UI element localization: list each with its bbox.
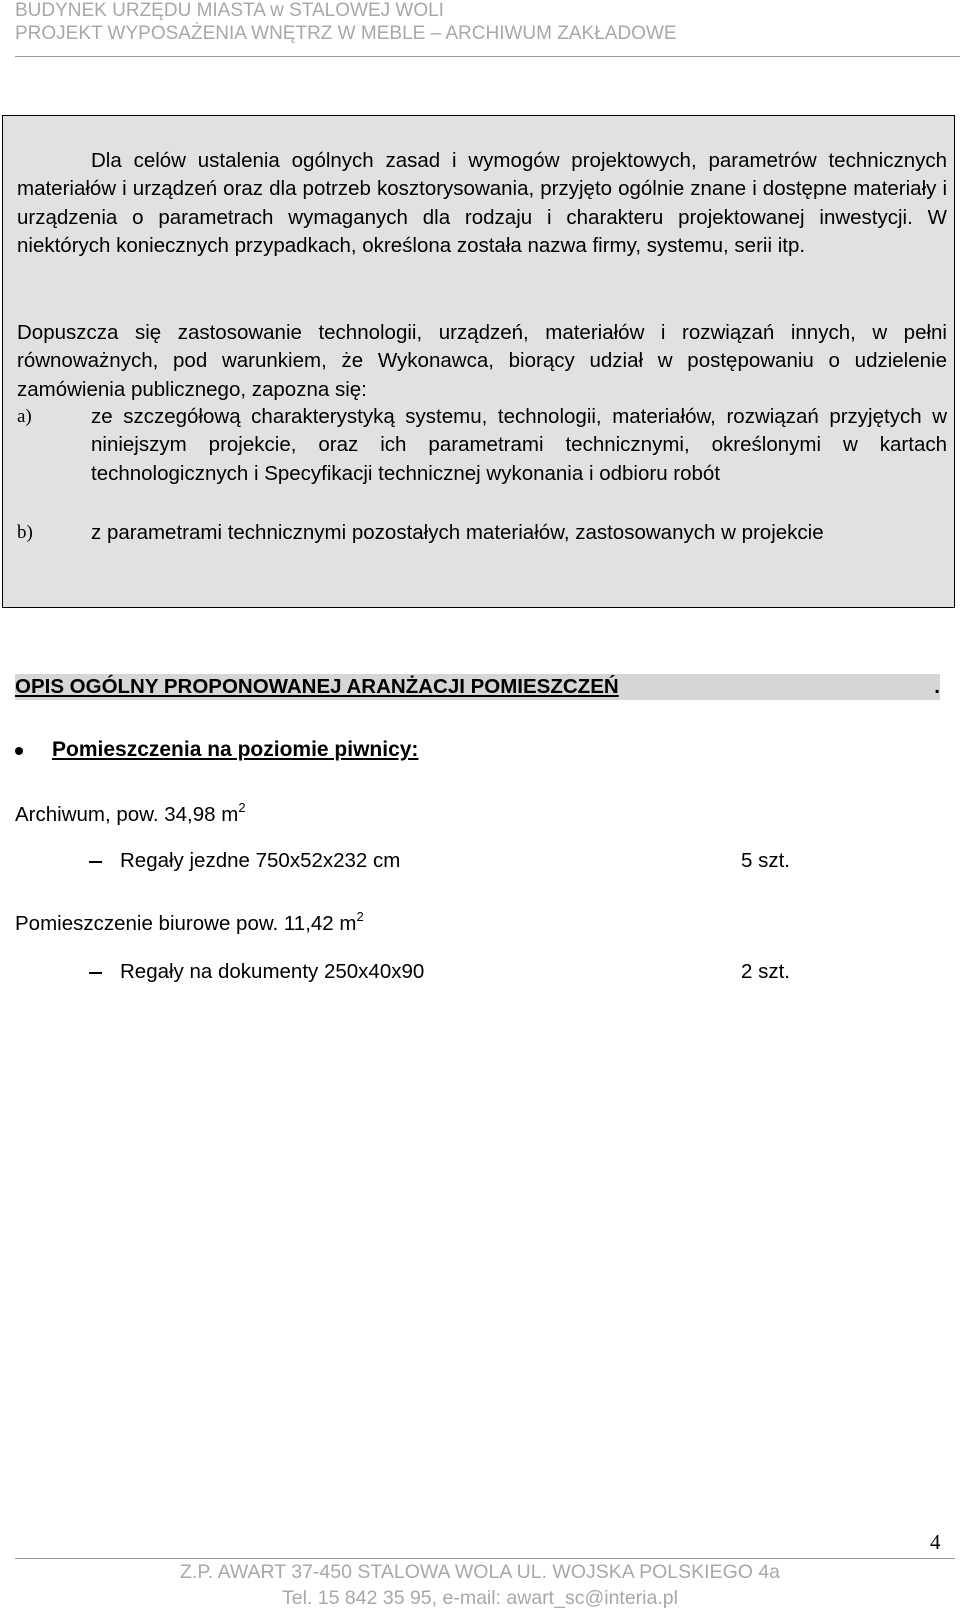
page-header — [15, 0, 960, 57]
equipment-row — [0, 848, 960, 874]
equipment-row — [0, 959, 960, 985]
level-heading-label: Pomieszczenia na poziomie piwnicy: — [52, 738, 419, 761]
dash-icon — [89, 861, 102, 863]
page-number: 4 — [930, 1530, 941, 1554]
item-text: z parametrami technicznymi pozostałych materiałów, zastosowanych w projekcie — [91, 521, 824, 544]
room-area-unit-superscript: 2 — [356, 909, 364, 924]
notice-item-b — [17, 519, 947, 547]
header-building-title: BUDYNEK URZĘDU MIASTA w STALOWEJ WOLI — [15, 0, 444, 21]
room-archive — [15, 795, 246, 828]
room-name: Pomieszczenie biurowe pow. 11,42 m — [15, 912, 357, 935]
item-marker: b) — [17, 522, 33, 543]
bullet-icon — [15, 747, 23, 755]
item-marker: a) — [17, 406, 32, 427]
notice-box — [2, 115, 955, 608]
equipment-quantity: 2 szt. — [741, 960, 790, 983]
equipment-quantity: 5 szt. — [741, 849, 790, 872]
section-heading-title: OPIS OGÓLNY PROPONOWANEJ ARANŻACJI POMIESZCZEŃ — [15, 675, 619, 698]
footer-company-address: Z.P. AWART 37-450 STALOWA WOLA UL. WOJSKA POLSKIEGO 4a — [179, 1561, 781, 1583]
equipment-name: Regały na dokumenty 250x40x90 — [120, 960, 425, 983]
room-area-unit-superscript: 2 — [238, 800, 246, 815]
item-text: ze szczegółową charakterystyką systemu, technologii, materiałów, rozwiązań przyjętych w niniejszym projekcie, oraz ich parametrami technicznymi, określonymi w kartach technologicznych i Specyfikacji technicznej wykonania i odbioru robót — [91, 405, 947, 485]
notice-paragraph-2: Dopuszcza się zastosowanie technologii, urządzeń, materiałów i rozwiązań innych, w pełni równoważnych, pod warunkiem, że Wykonawca, biorący udział w postępowaniu o udzielenie zamówienia publicznego, zapozna się: — [17, 321, 947, 401]
footer-divider — [15, 1558, 955, 1559]
notice-item-a — [17, 403, 947, 488]
dash-icon — [89, 972, 102, 974]
footer-contact: Tel. 15 842 35 95, e-mail: awart_sc@interia.pl — [282, 1587, 678, 1609]
notice-paragraph-1: Dla celów ustalenia ogólnych zasad i wymogów projektowych, parametrów technicznych materiałów i urządzeń oraz dla potrzeb kosztorysowania, przyjęto ogólnie znane i dostępne materiały i urządzenia o parametrach wymaganych dla rodzaju i charakteru projektowanej inwestycji. W niektórych koniecznych przypadkach, określona została nazwa firmy, systemu, serii itp. — [17, 149, 947, 257]
section-heading — [15, 674, 940, 700]
header-project-title: PROJEKT WYPOSAŻENIA WNĘTRZ W MEBLE – ARCHIWUM ZAKŁADOWE — [15, 23, 677, 44]
room-office — [15, 904, 364, 937]
room-name: Archiwum, pow. 34,98 m — [15, 803, 239, 826]
section-heading-end: . — [934, 675, 940, 698]
equipment-name: Regały jezdne 750x52x232 cm — [120, 849, 401, 872]
